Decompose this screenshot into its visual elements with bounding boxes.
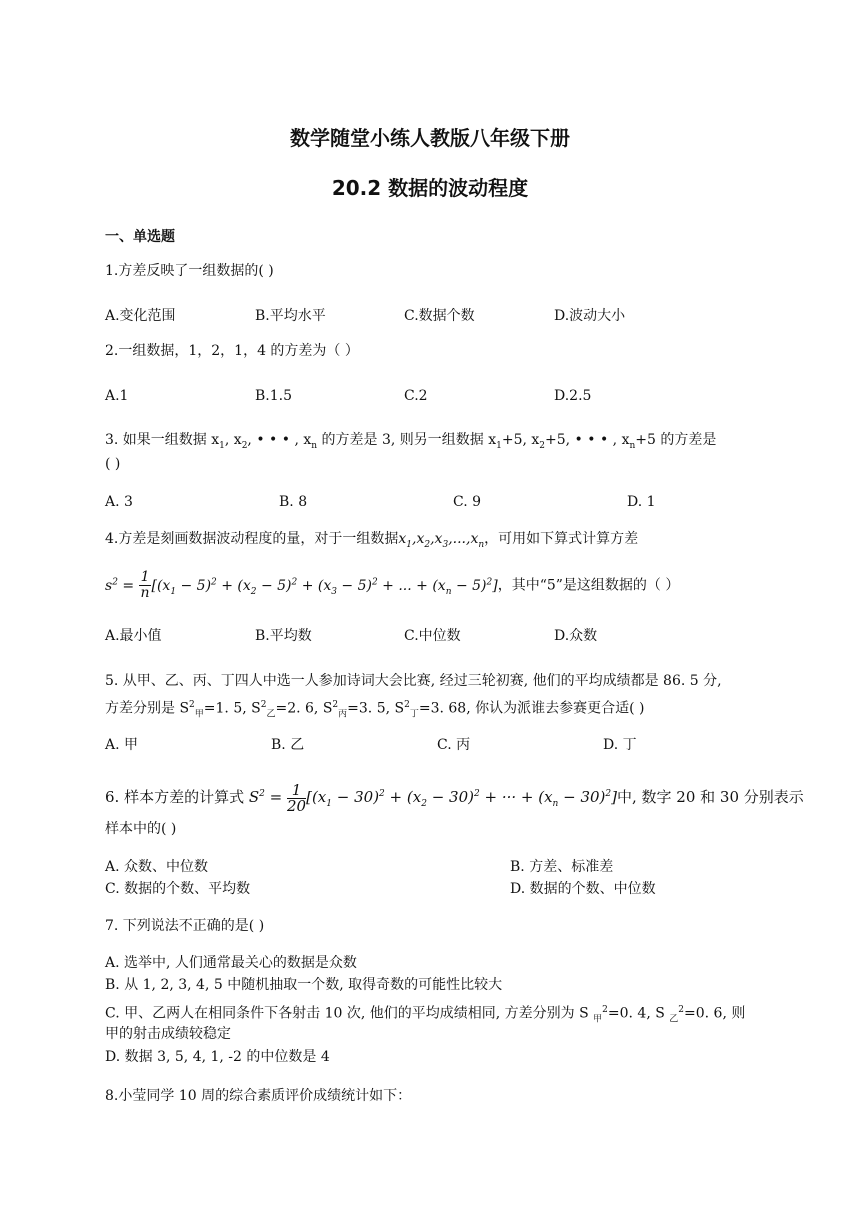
- option-b: B.平均数: [255, 628, 312, 644]
- option-a: A. 甲: [105, 737, 139, 753]
- option-c: C. 9: [453, 494, 482, 510]
- option-d: D.波动大小: [554, 308, 626, 324]
- option-c: C.中位数: [404, 628, 461, 644]
- question-5-line1: 5. 从甲、乙、丙、丁四人中选一人参加诗词大会比赛, 经过三轮初赛, 他们的平均成绩都是 86. 5 分,: [105, 673, 722, 689]
- option-c: C.2: [404, 388, 428, 404]
- option-c: C.数据个数: [404, 308, 475, 324]
- question-4-options: [105, 626, 755, 646]
- question-6-options-row2: [105, 879, 755, 899]
- option-b: B. 方差、标准差: [510, 859, 614, 875]
- question-7-option-a: A. 选举中, 人们通常最关心的数据是众数: [105, 955, 357, 971]
- option-a: A.最小值: [105, 628, 162, 644]
- question-7-option-b: B. 从 1, 2, 3, 4, 5 中随机抽取一个数, 取得奇数的可能性比较大: [105, 977, 503, 993]
- document-title: 数学随堂小练人教版八年级下册: [290, 126, 570, 150]
- question-7-option-c-line1: C. 甲、乙两人在相同条件下各射击 10 次, 他们的平均成绩相同, 方差分别为 S $_甲^2$=0. 4, S $_乙^2$=0. 6, 则: [105, 1005, 746, 1025]
- option-c: C. 丙: [437, 737, 471, 753]
- section-heading: 一、单选题: [105, 229, 175, 245]
- option-a: A. 3: [105, 494, 133, 510]
- question-1-options: [105, 306, 755, 326]
- option-d: D.众数: [554, 628, 598, 644]
- option-a: A. 众数、中位数: [105, 859, 209, 875]
- option-c: C. 数据的个数、平均数: [105, 881, 251, 897]
- question-7-stem: 7. 下列说法不正确的是( ): [105, 918, 265, 934]
- question-6-stem: 6. 样本方差的计算式 $S^2$ = $\frac{1}{20}$ [$(x_1 - 30)^2 + (x_2 - 30)^2$ + ··· + $(x_n - 30)^2$]中, 数字 20 和 30 分别表示: [105, 780, 804, 815]
- question-8-stem: 8.小莹同学 10 周的综合素质评价成绩统计如下：: [105, 1088, 412, 1104]
- question-3-paren: ( ): [105, 456, 121, 472]
- question-2-stem: 2.一组数据，1，2，1，4 的方差为（ ）: [105, 343, 359, 359]
- question-5-line2: 方差分别是 $S^2_甲=1$. 5, $S^2_乙=2$. 6, $S^2_丙=3$. 5, $S^2_丁=3$. 68, 你认为派谁去参赛更合适( ): [105, 700, 645, 720]
- option-b: B.1.5: [255, 388, 293, 404]
- question-3-options: [105, 492, 755, 512]
- document-subtitle: 20.2 数据的波动程度: [331, 176, 529, 200]
- option-a: A.1: [105, 388, 129, 404]
- option-d: D. 数据的个数、中位数: [510, 881, 656, 897]
- option-d: D. 丁: [603, 737, 637, 753]
- question-6-line2: 样本中的( ): [105, 821, 177, 837]
- option-d: D.2.5: [554, 388, 592, 404]
- option-d: D. 1: [627, 494, 656, 510]
- question-4-stem: 4.方差是刻画数据波动程度的量，对于一组数据$x_1,x_2,x_3,...,x_n$，可用如下算式计算方差: [105, 531, 639, 550]
- question-7-option-c-line2: 甲的射击成绩较稳定: [105, 1026, 231, 1042]
- option-b: B.平均水平: [255, 308, 326, 324]
- question-7-option-d: D. 数据 3, 5, 4, 1, -2 的中位数是 4: [105, 1049, 330, 1065]
- question-6-options-row1: [105, 857, 755, 877]
- option-a: A.变化范围: [105, 308, 176, 324]
- option-b: B. 乙: [271, 737, 305, 753]
- question-4-formula: $s^2$ = $\frac{1}{n}$ [$(x_1 - 5)^2 + (x_2 - 5)^2 + (x_3 - 5)^2$ + ... + $(x_n - 5)^2$]，其中“5”是这组数据的（ ）: [105, 569, 680, 602]
- question-3-stem: 3. 如果一组数据 $x_1$, $x_2$, • • • , $x_n$ 的方差是 3, 则另一组数据 $x_1+5$, $x_2+5$, • • • , $x_n+5$ 的方差是: [105, 432, 717, 451]
- option-b: B. 8: [279, 494, 308, 510]
- question-2-options: [105, 386, 755, 406]
- question-1-stem: 1.方差反映了一组数据的( ): [105, 263, 274, 279]
- question-5-options: [105, 735, 755, 755]
